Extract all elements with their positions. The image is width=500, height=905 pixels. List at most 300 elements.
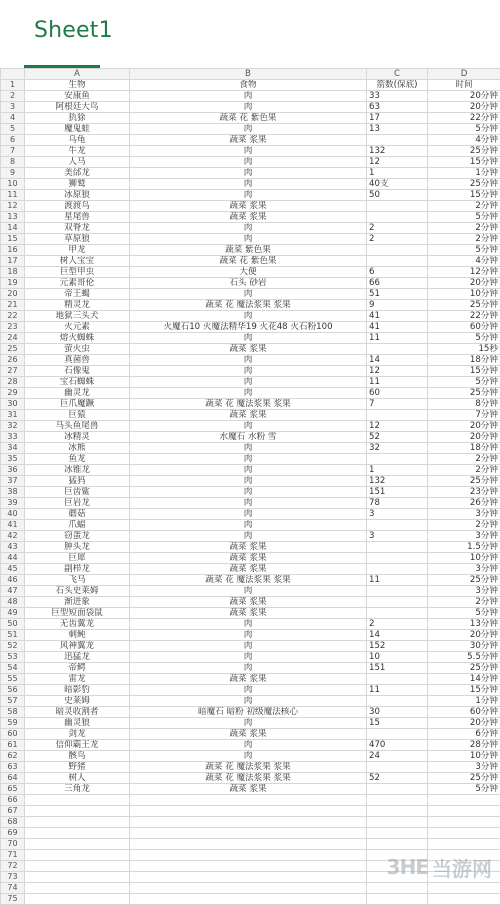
- time-cell[interactable]: 25分钟: [428, 179, 500, 190]
- arrow-count-cell[interactable]: 1: [367, 465, 428, 476]
- empty-cell[interactable]: [367, 894, 428, 905]
- creature-cell[interactable]: 石头史莱姆: [25, 586, 130, 597]
- empty-cell[interactable]: [130, 795, 367, 806]
- row-number[interactable]: 73: [1, 872, 25, 883]
- arrow-count-cell[interactable]: [367, 784, 428, 795]
- food-cell[interactable]: 蔬菜 浆果: [130, 410, 367, 421]
- time-cell[interactable]: 5分钟: [428, 124, 500, 135]
- creature-cell[interactable]: 巨犀: [25, 553, 130, 564]
- arrow-count-cell[interactable]: [367, 696, 428, 707]
- time-cell[interactable]: 25分钟: [428, 663, 500, 674]
- time-cell[interactable]: 26分钟: [428, 498, 500, 509]
- food-cell[interactable]: 肉: [130, 476, 367, 487]
- creature-cell[interactable]: 双脊龙: [25, 223, 130, 234]
- creature-cell[interactable]: 帝王蝎: [25, 289, 130, 300]
- creature-cell[interactable]: 安康鱼: [25, 91, 130, 102]
- time-cell[interactable]: 10分钟: [428, 751, 500, 762]
- empty-cell[interactable]: [428, 817, 500, 828]
- arrow-count-cell[interactable]: [367, 729, 428, 740]
- food-cell[interactable]: 肉: [130, 619, 367, 630]
- row-number[interactable]: 1: [1, 80, 25, 91]
- creature-cell[interactable]: 巨猿: [25, 410, 130, 421]
- creature-cell[interactable]: 野猪: [25, 762, 130, 773]
- row-number[interactable]: 5: [1, 124, 25, 135]
- row-number[interactable]: 13: [1, 212, 25, 223]
- arrow-count-cell[interactable]: 132: [367, 146, 428, 157]
- time-cell[interactable]: 2分钟: [428, 454, 500, 465]
- row-number[interactable]: 25: [1, 344, 25, 355]
- time-cell[interactable]: 60分钟: [428, 322, 500, 333]
- time-cell[interactable]: 2分钟: [428, 465, 500, 476]
- creature-cell[interactable]: 牛龙: [25, 146, 130, 157]
- empty-cell[interactable]: [367, 795, 428, 806]
- time-cell[interactable]: 1分钟: [428, 168, 500, 179]
- arrow-count-cell[interactable]: 12: [367, 157, 428, 168]
- food-cell[interactable]: 蔬菜 花 魔法浆果 浆果: [130, 762, 367, 773]
- arrow-count-cell[interactable]: [367, 245, 428, 256]
- empty-cell[interactable]: [130, 872, 367, 883]
- arrow-count-cell[interactable]: 2: [367, 234, 428, 245]
- creature-cell[interactable]: 冰原狼: [25, 190, 130, 201]
- time-cell[interactable]: 15分钟: [428, 366, 500, 377]
- creature-cell[interactable]: 渐进象: [25, 597, 130, 608]
- food-cell[interactable]: 肉: [130, 509, 367, 520]
- food-cell[interactable]: 蔬菜 浆果: [130, 597, 367, 608]
- time-cell[interactable]: 20分钟: [428, 278, 500, 289]
- food-cell[interactable]: 肉: [130, 498, 367, 509]
- row-number[interactable]: 42: [1, 531, 25, 542]
- creature-cell[interactable]: 人马: [25, 157, 130, 168]
- food-cell[interactable]: 肉: [130, 454, 367, 465]
- food-cell[interactable]: 蔬菜 花 紫色果: [130, 256, 367, 267]
- row-number[interactable]: 20: [1, 289, 25, 300]
- row-number[interactable]: 52: [1, 641, 25, 652]
- arrow-count-cell[interactable]: 33: [367, 91, 428, 102]
- food-cell[interactable]: 大便: [130, 267, 367, 278]
- empty-cell[interactable]: [130, 894, 367, 905]
- arrow-count-cell[interactable]: 151: [367, 487, 428, 498]
- creature-cell[interactable]: 熔火蜘蛛: [25, 333, 130, 344]
- food-cell[interactable]: 肉: [130, 421, 367, 432]
- creature-cell[interactable]: 冰锥龙: [25, 465, 130, 476]
- arrow-count-cell[interactable]: 52: [367, 432, 428, 443]
- time-cell[interactable]: 1.5分钟: [428, 542, 500, 553]
- food-cell[interactable]: 肉: [130, 388, 367, 399]
- row-number[interactable]: 27: [1, 366, 25, 377]
- row-number[interactable]: 33: [1, 432, 25, 443]
- time-cell[interactable]: 1分钟: [428, 696, 500, 707]
- food-cell[interactable]: 蔬菜 浆果: [130, 542, 367, 553]
- creature-cell[interactable]: 巨型甲虫: [25, 267, 130, 278]
- food-cell[interactable]: 肉: [130, 443, 367, 454]
- time-cell[interactable]: 20分钟: [428, 432, 500, 443]
- creature-cell[interactable]: 魔鬼蛙: [25, 124, 130, 135]
- row-number[interactable]: 4: [1, 113, 25, 124]
- arrow-count-cell[interactable]: [367, 597, 428, 608]
- food-cell[interactable]: 肉: [130, 311, 367, 322]
- select-all-corner[interactable]: [1, 69, 25, 80]
- empty-cell[interactable]: [428, 883, 500, 894]
- empty-cell[interactable]: [25, 894, 130, 905]
- row-number[interactable]: 34: [1, 443, 25, 454]
- time-cell[interactable]: 18分钟: [428, 443, 500, 454]
- arrow-count-cell[interactable]: 7: [367, 399, 428, 410]
- food-cell[interactable]: 食物: [130, 80, 367, 91]
- empty-cell[interactable]: [428, 828, 500, 839]
- row-number[interactable]: 19: [1, 278, 25, 289]
- time-cell[interactable]: 6分钟: [428, 729, 500, 740]
- food-cell[interactable]: 蔬菜 浆果: [130, 674, 367, 685]
- time-cell[interactable]: 5分钟: [428, 245, 500, 256]
- food-cell[interactable]: 肉: [130, 366, 367, 377]
- row-number[interactable]: 37: [1, 476, 25, 487]
- time-cell[interactable]: 25分钟: [428, 146, 500, 157]
- arrow-count-cell[interactable]: 12: [367, 366, 428, 377]
- row-number[interactable]: 39: [1, 498, 25, 509]
- time-cell[interactable]: 8分钟: [428, 399, 500, 410]
- time-cell[interactable]: 18分钟: [428, 355, 500, 366]
- row-number[interactable]: 63: [1, 762, 25, 773]
- time-cell[interactable]: 60分钟: [428, 707, 500, 718]
- creature-cell[interactable]: 猛犸: [25, 476, 130, 487]
- arrow-count-cell[interactable]: 11: [367, 685, 428, 696]
- food-cell[interactable]: 肉: [130, 740, 367, 751]
- empty-cell[interactable]: [25, 828, 130, 839]
- row-number[interactable]: 59: [1, 718, 25, 729]
- arrow-count-cell[interactable]: [367, 410, 428, 421]
- food-cell[interactable]: 肉: [130, 289, 367, 300]
- row-number[interactable]: 8: [1, 157, 25, 168]
- food-cell[interactable]: 肉: [130, 234, 367, 245]
- time-cell[interactable]: 3分钟: [428, 586, 500, 597]
- row-number[interactable]: 56: [1, 685, 25, 696]
- creature-cell[interactable]: 宝石蜘蛛: [25, 377, 130, 388]
- food-cell[interactable]: 肉: [130, 685, 367, 696]
- food-cell[interactable]: 石头 砂岩: [130, 278, 367, 289]
- row-number[interactable]: 50: [1, 619, 25, 630]
- row-number[interactable]: 24: [1, 333, 25, 344]
- arrow-count-cell[interactable]: 132: [367, 476, 428, 487]
- food-cell[interactable]: 肉: [130, 91, 367, 102]
- arrow-count-cell[interactable]: 152: [367, 641, 428, 652]
- creature-cell[interactable]: 信仰霸王龙: [25, 740, 130, 751]
- creature-cell[interactable]: 鱼龙: [25, 454, 130, 465]
- food-cell[interactable]: 蔬菜 花 紫色果: [130, 113, 367, 124]
- creature-cell[interactable]: 无齿翼龙: [25, 619, 130, 630]
- empty-cell[interactable]: [130, 850, 367, 861]
- arrow-count-cell[interactable]: 2: [367, 619, 428, 630]
- arrow-count-cell[interactable]: [367, 586, 428, 597]
- creature-cell[interactable]: 巨爪魔蹶: [25, 399, 130, 410]
- arrow-count-cell[interactable]: [367, 212, 428, 223]
- creature-cell[interactable]: 乌龟: [25, 135, 130, 146]
- arrow-count-cell[interactable]: 52: [367, 773, 428, 784]
- arrow-count-cell[interactable]: 11: [367, 377, 428, 388]
- creature-cell[interactable]: 萤火虫: [25, 344, 130, 355]
- food-cell[interactable]: 肉: [130, 641, 367, 652]
- food-cell[interactable]: 肉: [130, 487, 367, 498]
- food-cell[interactable]: 蔬菜 浆果: [130, 201, 367, 212]
- arrow-count-cell[interactable]: 15: [367, 718, 428, 729]
- arrow-count-cell[interactable]: 40支: [367, 179, 428, 190]
- row-number[interactable]: 11: [1, 190, 25, 201]
- arrow-count-cell[interactable]: 32: [367, 443, 428, 454]
- time-cell[interactable]: 25分钟: [428, 300, 500, 311]
- creature-cell[interactable]: 石像鬼: [25, 366, 130, 377]
- time-cell[interactable]: 3分钟: [428, 564, 500, 575]
- time-cell[interactable]: 5.5分钟: [428, 652, 500, 663]
- arrow-count-cell[interactable]: 9: [367, 300, 428, 311]
- empty-cell[interactable]: [25, 861, 130, 872]
- row-number[interactable]: 64: [1, 773, 25, 784]
- arrow-count-cell[interactable]: 3: [367, 509, 428, 520]
- row-number[interactable]: 72: [1, 861, 25, 872]
- arrow-count-cell[interactable]: 10: [367, 652, 428, 663]
- time-cell[interactable]: 12分钟: [428, 267, 500, 278]
- empty-cell[interactable]: [367, 839, 428, 850]
- empty-cell[interactable]: [25, 795, 130, 806]
- creature-cell[interactable]: 地狱三头犬: [25, 311, 130, 322]
- row-number[interactable]: 9: [1, 168, 25, 179]
- food-cell[interactable]: 肉: [130, 696, 367, 707]
- empty-cell[interactable]: [25, 817, 130, 828]
- row-number[interactable]: 75: [1, 894, 25, 905]
- creature-cell[interactable]: 犰狳: [25, 113, 130, 124]
- creature-cell[interactable]: 渡渡鸟: [25, 201, 130, 212]
- row-number[interactable]: 22: [1, 311, 25, 322]
- arrow-count-cell[interactable]: 12: [367, 421, 428, 432]
- time-cell[interactable]: 5分钟: [428, 212, 500, 223]
- time-cell[interactable]: 20分钟: [428, 91, 500, 102]
- time-cell[interactable]: 13分钟: [428, 619, 500, 630]
- row-number[interactable]: 41: [1, 520, 25, 531]
- row-number[interactable]: 17: [1, 256, 25, 267]
- food-cell[interactable]: 肉: [130, 124, 367, 135]
- row-number[interactable]: 21: [1, 300, 25, 311]
- arrow-count-cell[interactable]: [367, 520, 428, 531]
- arrow-count-cell[interactable]: [367, 762, 428, 773]
- time-cell[interactable]: 20分钟: [428, 102, 500, 113]
- food-cell[interactable]: 蔬菜 浆果: [130, 729, 367, 740]
- row-number[interactable]: 61: [1, 740, 25, 751]
- row-number[interactable]: 15: [1, 234, 25, 245]
- creature-cell[interactable]: 帝鳄: [25, 663, 130, 674]
- arrow-count-cell[interactable]: 470: [367, 740, 428, 751]
- row-number[interactable]: 67: [1, 806, 25, 817]
- creature-cell[interactable]: 狮鹫: [25, 179, 130, 190]
- time-cell[interactable]: 2分钟: [428, 520, 500, 531]
- creature-cell[interactable]: 阿根廷大鸟: [25, 102, 130, 113]
- row-number[interactable]: 3: [1, 102, 25, 113]
- time-cell[interactable]: 5分钟: [428, 784, 500, 795]
- arrow-count-cell[interactable]: 13: [367, 124, 428, 135]
- creature-cell[interactable]: 剑龙: [25, 729, 130, 740]
- food-cell[interactable]: 肉: [130, 333, 367, 344]
- food-cell[interactable]: 肉: [130, 751, 367, 762]
- food-cell[interactable]: 水魔石 水粉 雪: [130, 432, 367, 443]
- arrow-count-cell[interactable]: [367, 201, 428, 212]
- food-cell[interactable]: 蔬菜 浆果: [130, 212, 367, 223]
- row-number[interactable]: 29: [1, 388, 25, 399]
- arrow-count-cell[interactable]: 151: [367, 663, 428, 674]
- creature-cell[interactable]: 雷龙: [25, 674, 130, 685]
- row-number[interactable]: 35: [1, 454, 25, 465]
- column-header-d[interactable]: D: [428, 69, 500, 80]
- food-cell[interactable]: 蔬菜 花 魔法浆果 浆果: [130, 399, 367, 410]
- empty-cell[interactable]: [25, 872, 130, 883]
- creature-cell[interactable]: 肿头龙: [25, 542, 130, 553]
- arrow-count-cell[interactable]: 6: [367, 267, 428, 278]
- row-number[interactable]: 2: [1, 91, 25, 102]
- creature-cell[interactable]: 美邰龙: [25, 168, 130, 179]
- time-cell[interactable]: 2分钟: [428, 597, 500, 608]
- empty-cell[interactable]: [25, 839, 130, 850]
- row-number[interactable]: 62: [1, 751, 25, 762]
- creature-cell[interactable]: 风神翼龙: [25, 641, 130, 652]
- time-cell[interactable]: 2分钟: [428, 234, 500, 245]
- row-number[interactable]: 53: [1, 652, 25, 663]
- column-header-a[interactable]: A: [25, 69, 130, 80]
- time-cell[interactable]: 4分钟: [428, 135, 500, 146]
- row-number[interactable]: 48: [1, 597, 25, 608]
- creature-cell[interactable]: 暗灵收割者: [25, 707, 130, 718]
- food-cell[interactable]: 肉: [130, 718, 367, 729]
- time-cell[interactable]: 25分钟: [428, 476, 500, 487]
- time-cell[interactable]: 25分钟: [428, 575, 500, 586]
- food-cell[interactable]: 蔬菜 浆果: [130, 784, 367, 795]
- row-number[interactable]: 36: [1, 465, 25, 476]
- row-number[interactable]: 58: [1, 707, 25, 718]
- creature-cell[interactable]: 飞马: [25, 575, 130, 586]
- time-cell[interactable]: 20分钟: [428, 630, 500, 641]
- row-number[interactable]: 68: [1, 817, 25, 828]
- arrow-count-cell[interactable]: 14: [367, 355, 428, 366]
- empty-cell[interactable]: [367, 883, 428, 894]
- creature-cell[interactable]: 蘑菇: [25, 509, 130, 520]
- time-cell[interactable]: 2分钟: [428, 223, 500, 234]
- food-cell[interactable]: 蔬菜 浆果: [130, 564, 367, 575]
- food-cell[interactable]: 蔬菜 浆果: [130, 553, 367, 564]
- creature-cell[interactable]: 巨齿鲨: [25, 487, 130, 498]
- empty-cell[interactable]: [130, 861, 367, 872]
- row-number[interactable]: 71: [1, 850, 25, 861]
- arrow-count-cell[interactable]: [367, 256, 428, 267]
- creature-cell[interactable]: 马头鱼尾兽: [25, 421, 130, 432]
- time-cell[interactable]: 5分钟: [428, 333, 500, 344]
- row-number[interactable]: 49: [1, 608, 25, 619]
- time-cell[interactable]: 10分钟: [428, 289, 500, 300]
- arrow-count-cell[interactable]: 51: [367, 289, 428, 300]
- empty-cell[interactable]: [367, 828, 428, 839]
- arrow-count-cell[interactable]: 2: [367, 223, 428, 234]
- time-cell[interactable]: 20分钟: [428, 718, 500, 729]
- food-cell[interactable]: 肉: [130, 652, 367, 663]
- time-cell[interactable]: 23分钟: [428, 487, 500, 498]
- arrow-count-cell[interactable]: 1: [367, 168, 428, 179]
- arrow-count-cell[interactable]: [367, 608, 428, 619]
- empty-cell[interactable]: [25, 850, 130, 861]
- empty-cell[interactable]: [25, 883, 130, 894]
- arrow-count-cell[interactable]: 41: [367, 311, 428, 322]
- row-number[interactable]: 66: [1, 795, 25, 806]
- time-cell[interactable]: 20分钟: [428, 421, 500, 432]
- arrow-count-cell[interactable]: 50: [367, 190, 428, 201]
- time-cell[interactable]: 15分钟: [428, 157, 500, 168]
- row-number[interactable]: 14: [1, 223, 25, 234]
- arrow-count-cell[interactable]: [367, 674, 428, 685]
- row-number[interactable]: 30: [1, 399, 25, 410]
- arrow-count-cell[interactable]: [367, 344, 428, 355]
- arrow-count-cell[interactable]: 63: [367, 102, 428, 113]
- time-cell[interactable]: 3分钟: [428, 509, 500, 520]
- empty-cell[interactable]: [428, 894, 500, 905]
- row-number[interactable]: 74: [1, 883, 25, 894]
- creature-cell[interactable]: 刺鲀: [25, 630, 130, 641]
- creature-cell[interactable]: 巨岩龙: [25, 498, 130, 509]
- food-cell[interactable]: 蔬菜 浆果: [130, 344, 367, 355]
- row-number[interactable]: 43: [1, 542, 25, 553]
- creature-cell[interactable]: 火元素: [25, 322, 130, 333]
- creature-cell[interactable]: 元素哥伦: [25, 278, 130, 289]
- time-cell[interactable]: 4分钟: [428, 256, 500, 267]
- creature-cell[interactable]: 爪蝠: [25, 520, 130, 531]
- time-cell[interactable]: 10分钟: [428, 553, 500, 564]
- column-header-b[interactable]: B: [130, 69, 367, 80]
- food-cell[interactable]: 肉: [130, 630, 367, 641]
- empty-cell[interactable]: [367, 817, 428, 828]
- food-cell[interactable]: 火魔石10 火魔法精华19 火花48 火石粉100: [130, 322, 367, 333]
- creature-cell[interactable]: 生物: [25, 80, 130, 91]
- food-cell[interactable]: 肉: [130, 102, 367, 113]
- empty-cell[interactable]: [130, 883, 367, 894]
- row-number[interactable]: 10: [1, 179, 25, 190]
- empty-cell[interactable]: [130, 839, 367, 850]
- time-cell[interactable]: 15分钟: [428, 190, 500, 201]
- row-number[interactable]: 55: [1, 674, 25, 685]
- creature-cell[interactable]: 幽灵狼: [25, 718, 130, 729]
- empty-cell[interactable]: [428, 795, 500, 806]
- arrow-count-cell[interactable]: 箭数(保底): [367, 80, 428, 91]
- time-cell[interactable]: 3分钟: [428, 762, 500, 773]
- creature-cell[interactable]: 冰精灵: [25, 432, 130, 443]
- time-cell[interactable]: 25分钟: [428, 388, 500, 399]
- row-number[interactable]: 65: [1, 784, 25, 795]
- time-cell[interactable]: 30分钟: [428, 641, 500, 652]
- food-cell[interactable]: 肉: [130, 168, 367, 179]
- time-cell[interactable]: 22分钟: [428, 311, 500, 322]
- creature-cell[interactable]: 骸鸟: [25, 751, 130, 762]
- arrow-count-cell[interactable]: 60: [367, 388, 428, 399]
- empty-cell[interactable]: [130, 817, 367, 828]
- arrow-count-cell[interactable]: 30: [367, 707, 428, 718]
- food-cell[interactable]: 肉: [130, 190, 367, 201]
- row-number[interactable]: 12: [1, 201, 25, 212]
- creature-cell[interactable]: 冰熊: [25, 443, 130, 454]
- creature-cell[interactable]: 真菌兽: [25, 355, 130, 366]
- creature-cell[interactable]: 史莱姆: [25, 696, 130, 707]
- empty-cell[interactable]: [428, 806, 500, 817]
- row-number[interactable]: 47: [1, 586, 25, 597]
- arrow-count-cell[interactable]: 11: [367, 333, 428, 344]
- arrow-count-cell[interactable]: 14: [367, 630, 428, 641]
- creature-cell[interactable]: 暗影豹: [25, 685, 130, 696]
- food-cell[interactable]: 肉: [130, 520, 367, 531]
- row-number[interactable]: 40: [1, 509, 25, 520]
- creature-cell[interactable]: 树人: [25, 773, 130, 784]
- food-cell[interactable]: 肉: [130, 223, 367, 234]
- time-cell[interactable]: 28分钟: [428, 740, 500, 751]
- creature-cell[interactable]: 巨型短面袋鼠: [25, 608, 130, 619]
